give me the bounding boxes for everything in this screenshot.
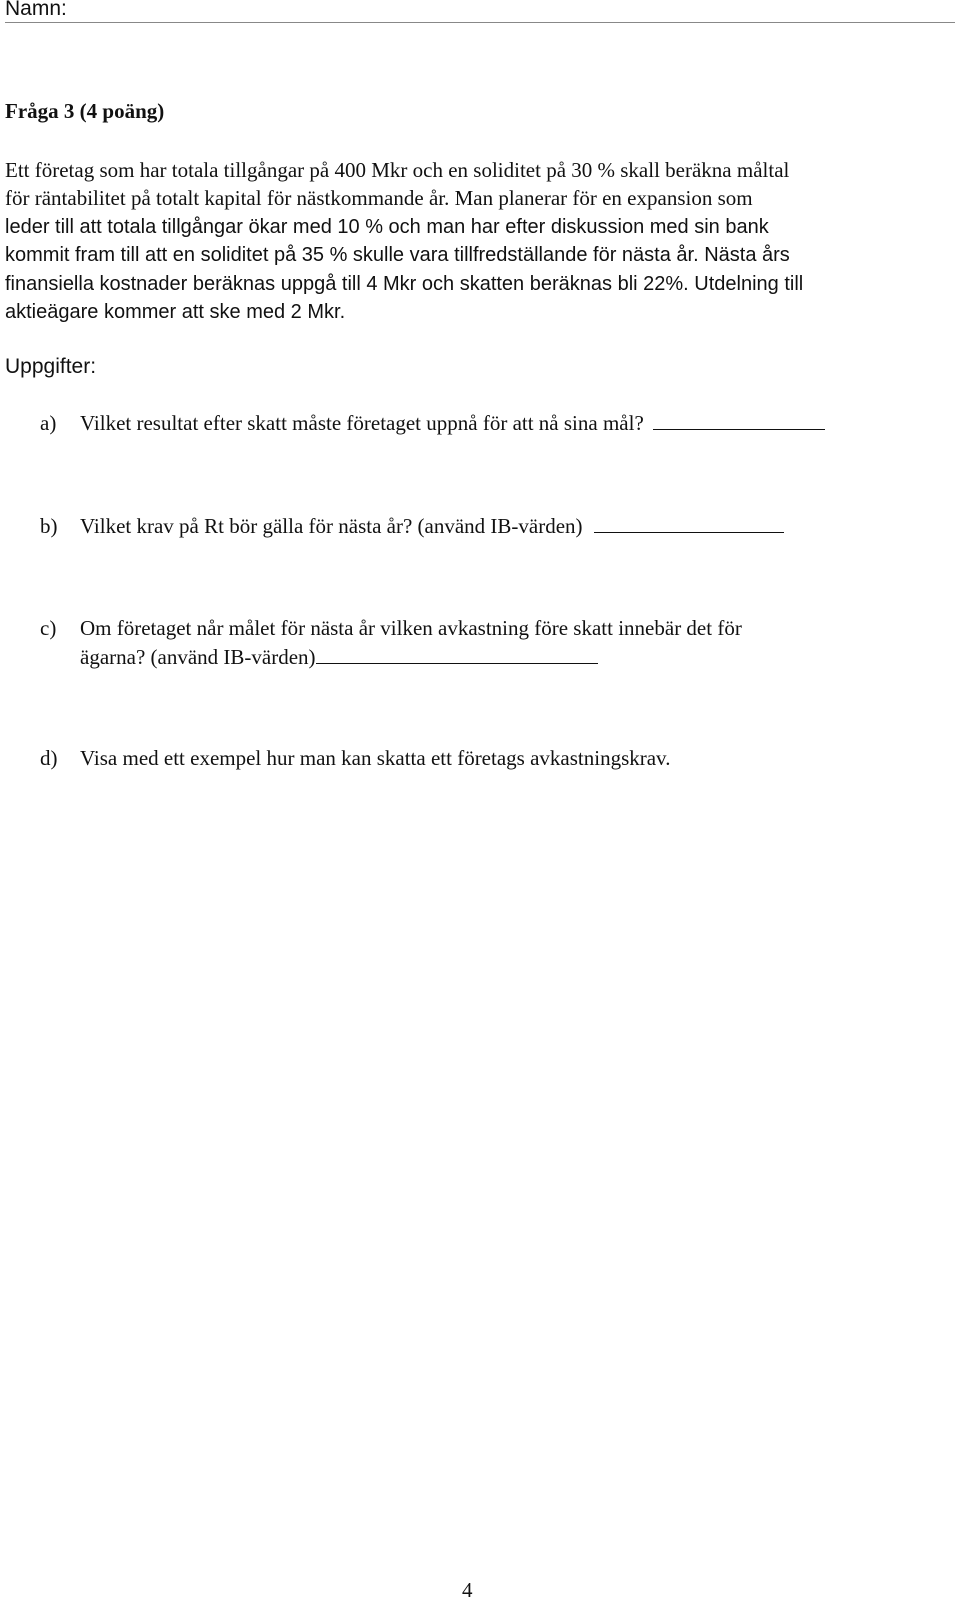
- tasks-label: Uppgifter:: [5, 355, 97, 378]
- page-number: 4: [462, 1578, 473, 1602]
- question-text: Visa med ett exempel hur man kan skatta ett företags avkastningskrav.: [80, 746, 671, 770]
- question-marker: a): [40, 411, 57, 435]
- question-text: Om företaget når målet för nästa år vilken avkastning före skatt innebär det för: [80, 616, 742, 640]
- paragraph-line: leder till att totala tillgångar ökar med 10 % och man har efter diskussion med sin bank: [5, 215, 769, 238]
- question-paragraph: [5, 156, 955, 326]
- answer-blank[interactable]: [594, 512, 784, 533]
- question-text: ägarna? (använd IB-värden): [80, 645, 316, 669]
- name-label: Namn:: [5, 0, 67, 20]
- question-heading: Fråga 3 (4 poäng): [5, 99, 165, 123]
- paragraph-line: för räntabilitet på totalt kapital för nästkommande år. Man planerar för en expansion som: [5, 186, 753, 211]
- paragraph-line: finansiella kostnader beräknas uppgå till 4 Mkr och skatten beräknas bli 22%. Utdelning till: [5, 272, 804, 295]
- paragraph-line: Ett företag som har totala tillgångar på 400 Mkr och en soliditet på 30 % skall beräkna måltal: [5, 158, 790, 182]
- paragraph-line: aktieägare kommer att ske med 2 Mkr.: [5, 301, 346, 324]
- paragraph-line: kommit fram till att en soliditet på 35 % skulle vara tillfredställande för nästa år. Nästa års: [5, 244, 790, 267]
- question-text: Vilket krav på Rt bör gälla för nästa år? (använd IB-värden): [80, 514, 583, 538]
- answer-blank[interactable]: [653, 409, 825, 430]
- question-marker: b): [40, 514, 58, 538]
- name-field[interactable]: [5, 0, 955, 23]
- question-marker: d): [40, 746, 58, 770]
- question-text: Vilket resultat efter skatt måste företaget uppnå för att nå sina mål?: [80, 411, 644, 435]
- question-marker: c): [40, 616, 57, 640]
- answer-blank[interactable]: [316, 643, 598, 664]
